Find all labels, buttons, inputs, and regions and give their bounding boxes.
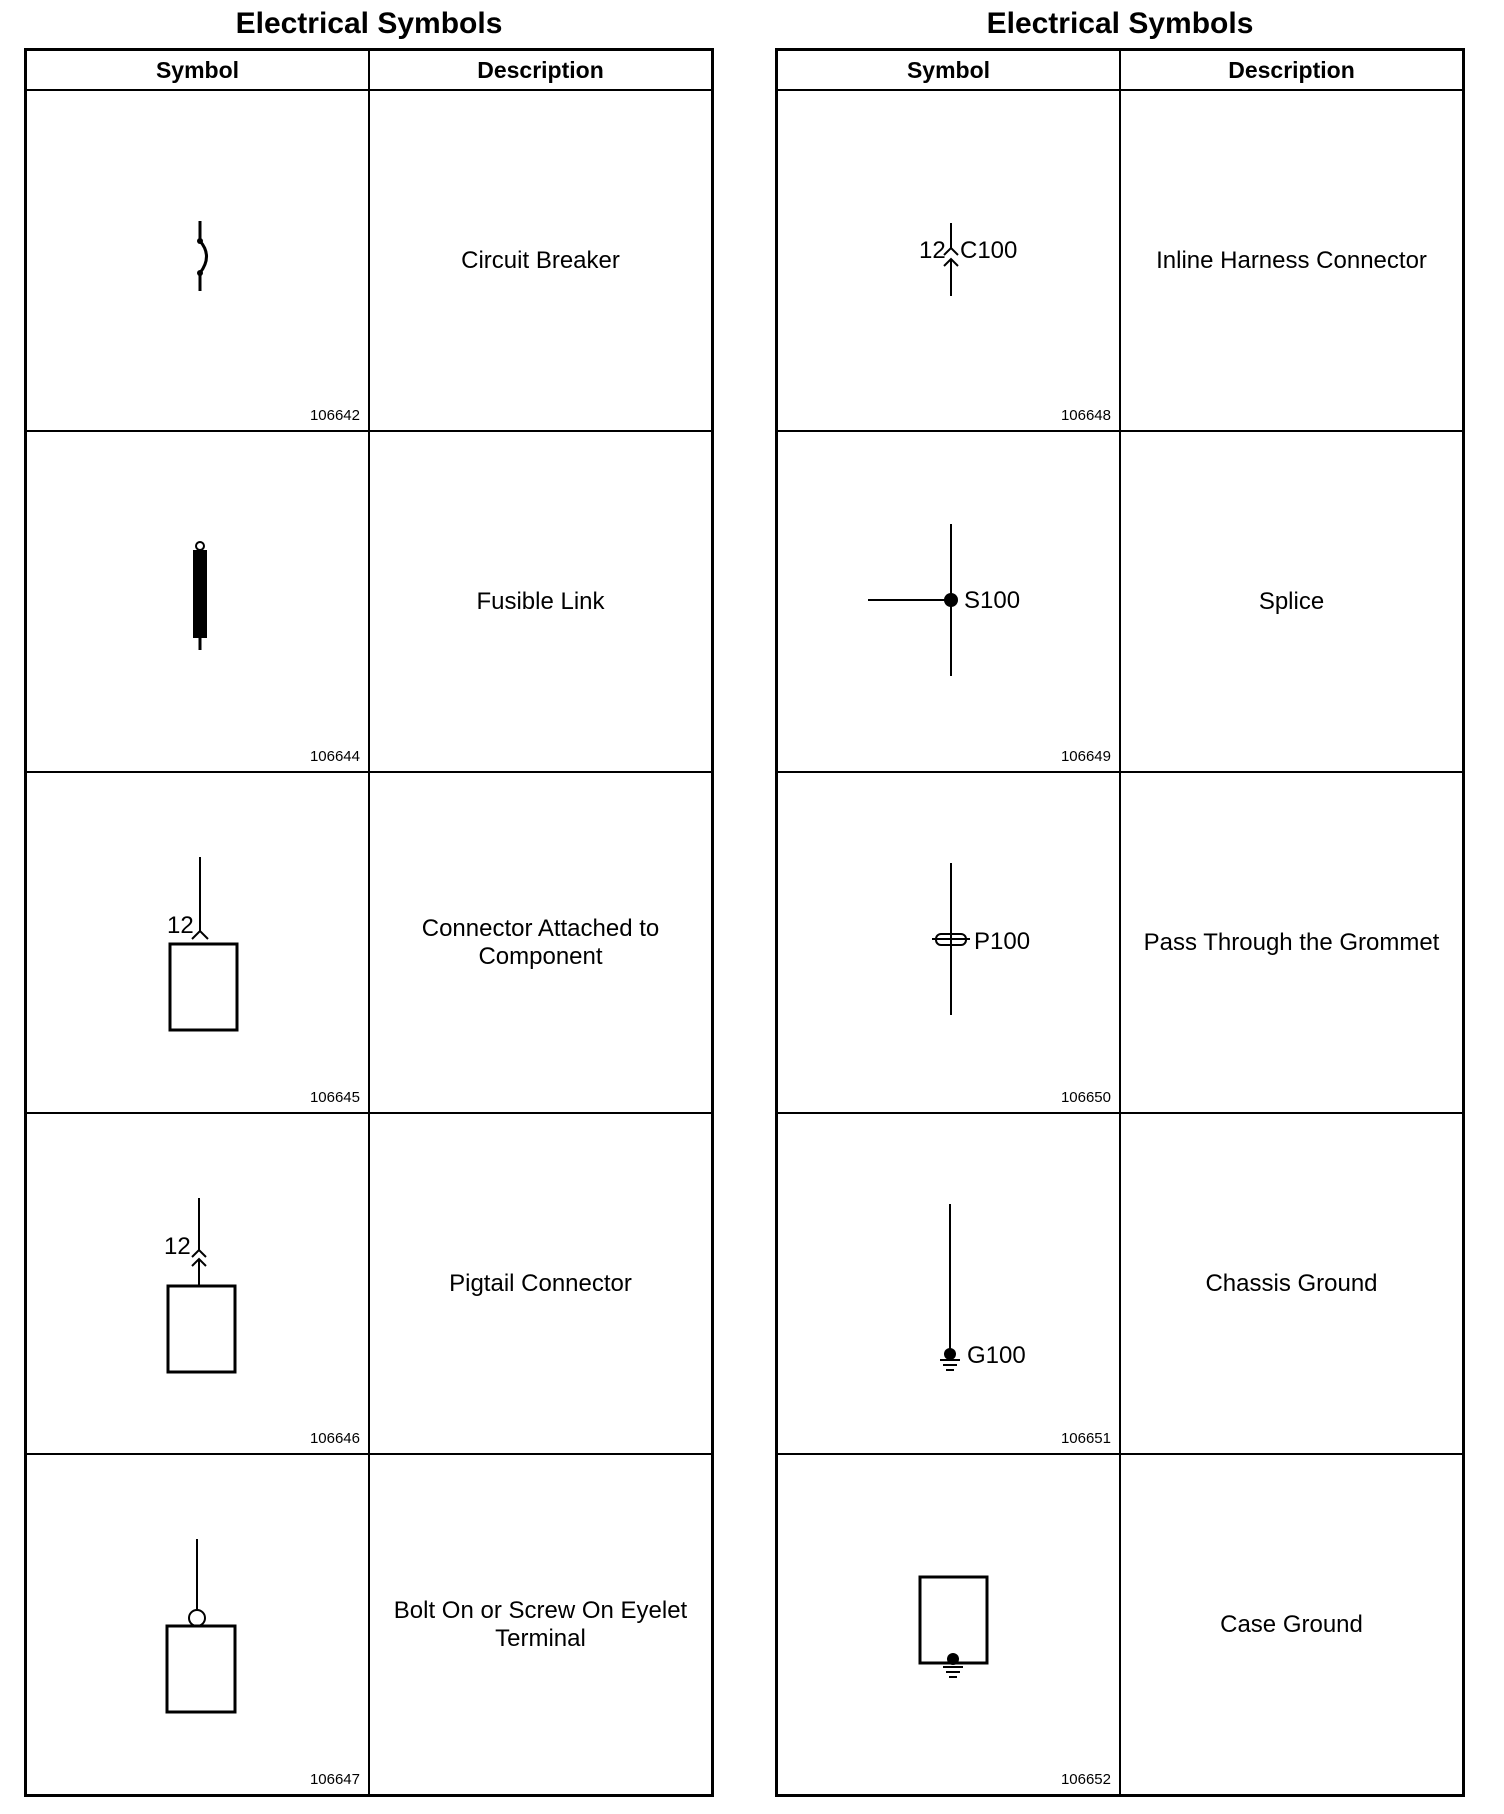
description-cell: Fusible Link [369,431,713,772]
table-row [26,431,713,772]
description-cell [369,772,713,1113]
description-cell [369,1454,713,1796]
eyelet-terminal-icon [27,1455,367,1794]
description-cell: Pigtail Connector [369,1113,713,1454]
symbol-cell [26,1454,370,1796]
splice-label: S100 [964,587,1021,614]
figure-number: 106651 [1060,1430,1111,1447]
right-symbols-panel [775,0,1465,1797]
panel-title: Electrical Symbols [986,7,1254,40]
figure-number: 106649 [1060,748,1111,765]
symbol-cell [777,431,1121,772]
circuit-breaker-icon [27,91,367,430]
wire-number: 12 [164,1233,191,1260]
panel-title: Electrical Symbols [235,7,503,40]
table-row [777,1454,1464,1796]
symbol-cell [26,772,370,1113]
description-cell: Chassis Ground [1120,1113,1464,1454]
table-row [26,772,713,1113]
table-row [777,431,1464,772]
symbol-cell [777,1113,1121,1454]
table-row [777,1113,1464,1454]
figure-number: 106645 [309,1089,360,1106]
description-column-header: Description [369,50,713,91]
symbol-cell [777,772,1121,1113]
symbol-cell [26,1113,370,1454]
description-cell: Circuit Breaker [369,90,713,431]
symbol-cell [777,1454,1121,1796]
ground-label: G100 [967,1342,1026,1369]
description-cell: Splice [1120,431,1464,772]
symbol-cell [777,90,1121,431]
figure-number: 106642 [309,407,360,424]
connector-label: C100 [960,237,1018,264]
grommet-pass-through-icon [778,773,1118,1112]
pigtail-connector-icon [27,1114,367,1453]
figure-number: 106646 [309,1430,360,1447]
figure-number: 106652 [1060,1771,1111,1788]
inline-harness-connector-icon [778,91,1118,430]
description-cell: Inline Harness Connector [1120,90,1464,431]
figure-number: 106648 [1060,407,1111,424]
wire-number: 12 [919,237,946,264]
table-row [777,90,1464,431]
symbol-cell [26,431,370,772]
symbol-column-header: Symbol [777,50,1121,91]
description-cell: Pass Through the Grommet [1120,772,1464,1113]
description-text: Connector Attached to Component [421,914,660,970]
fusible-link-icon [27,432,367,771]
table-row [26,1113,713,1454]
case-ground-icon [778,1455,1118,1794]
grommet-label: P100 [974,928,1031,955]
symbol-column-header: Symbol [26,50,370,91]
description-column-header: Description [1120,50,1464,91]
chassis-ground-icon [778,1114,1118,1453]
symbols-table [775,48,1465,1797]
splice-icon [778,432,1118,771]
left-symbols-panel [24,0,714,1797]
table-row [777,772,1464,1113]
figure-number: 106644 [309,748,360,765]
connector-attached-icon [27,773,367,1112]
symbols-table [24,48,714,1797]
description-text: Bolt On or Screw On Eyelet Terminal [393,1596,688,1652]
figure-number: 106650 [1060,1089,1111,1106]
table-row [26,90,713,431]
symbol-cell [26,90,370,431]
wire-number: 12 [167,912,194,939]
figure-number: 106647 [309,1771,360,1788]
table-row [26,1454,713,1796]
description-cell: Case Ground [1120,1454,1464,1796]
